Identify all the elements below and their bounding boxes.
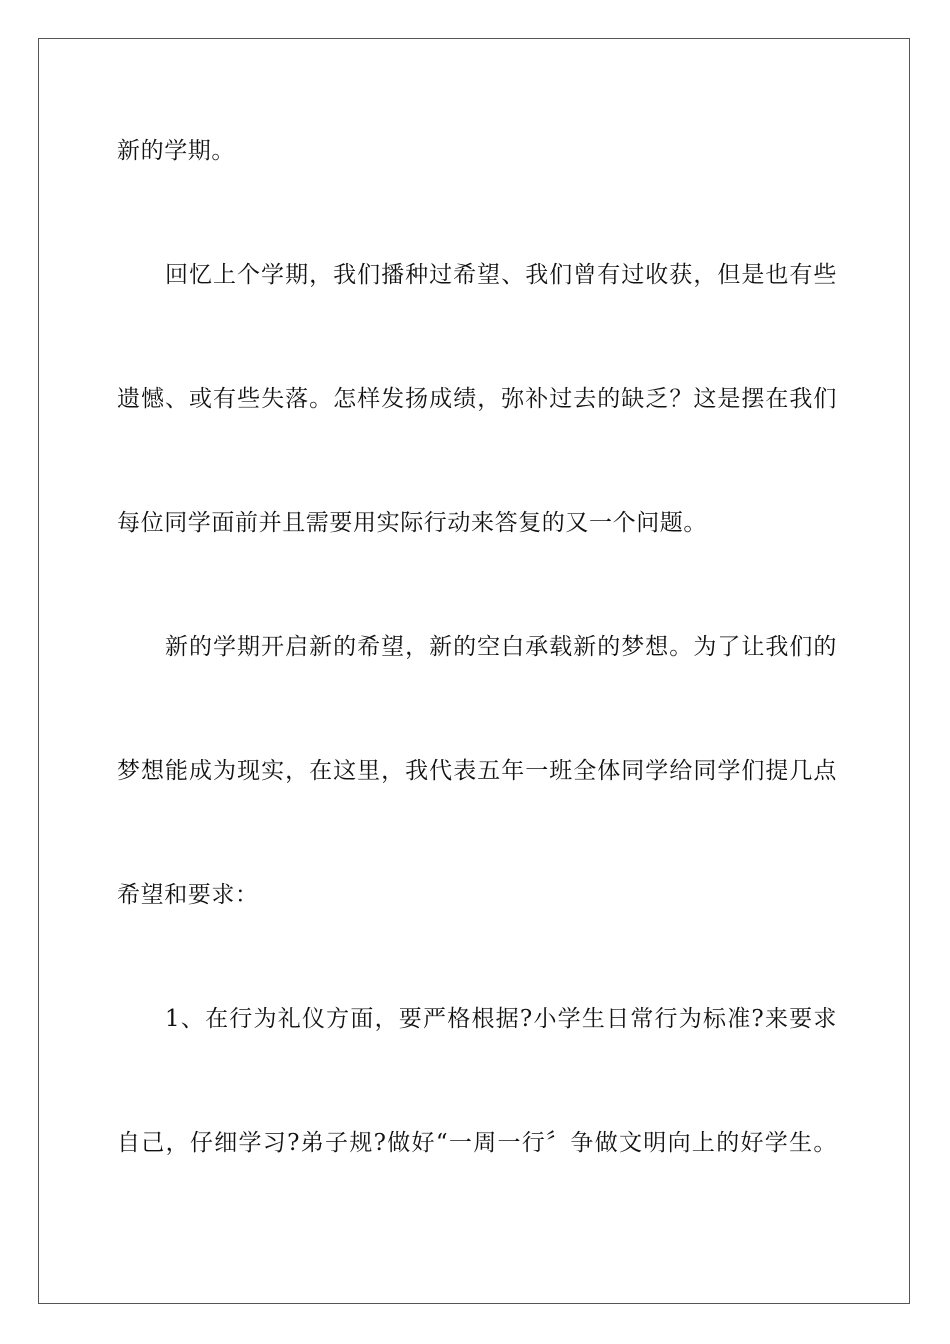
page-border bbox=[38, 38, 910, 1304]
text-line-8: 1、在行为礼仪方面，要严格根据?小学生日常行为标准?来要求 bbox=[165, 1006, 837, 1032]
text-line-9: 自己，仔细学习?弟子规?做好“一周一行〞争做文明向上的好学生。 bbox=[117, 1130, 837, 1156]
text-line-3: 遗憾、或有些失落。怎样发扬成绩，弥补过去的缺乏？这是摆在我们 bbox=[117, 386, 837, 412]
text-line-1: 新的学期。 bbox=[117, 138, 235, 164]
text-line-6: 梦想能成为现实，在这里，我代表五年一班全体同学给同学们提几点 bbox=[117, 758, 837, 784]
text-line-2: 回忆上个学期，我们播种过希望、我们曾有过收获，但是也有些 bbox=[165, 262, 837, 288]
text-line-7: 希望和要求： bbox=[117, 882, 259, 908]
text-line-4: 每位同学面前并且需要用实际行动来答复的又一个问题。 bbox=[117, 510, 707, 536]
text-line-5: 新的学期开启新的希望，新的空白承载新的梦想。为了让我们的 bbox=[165, 634, 837, 660]
